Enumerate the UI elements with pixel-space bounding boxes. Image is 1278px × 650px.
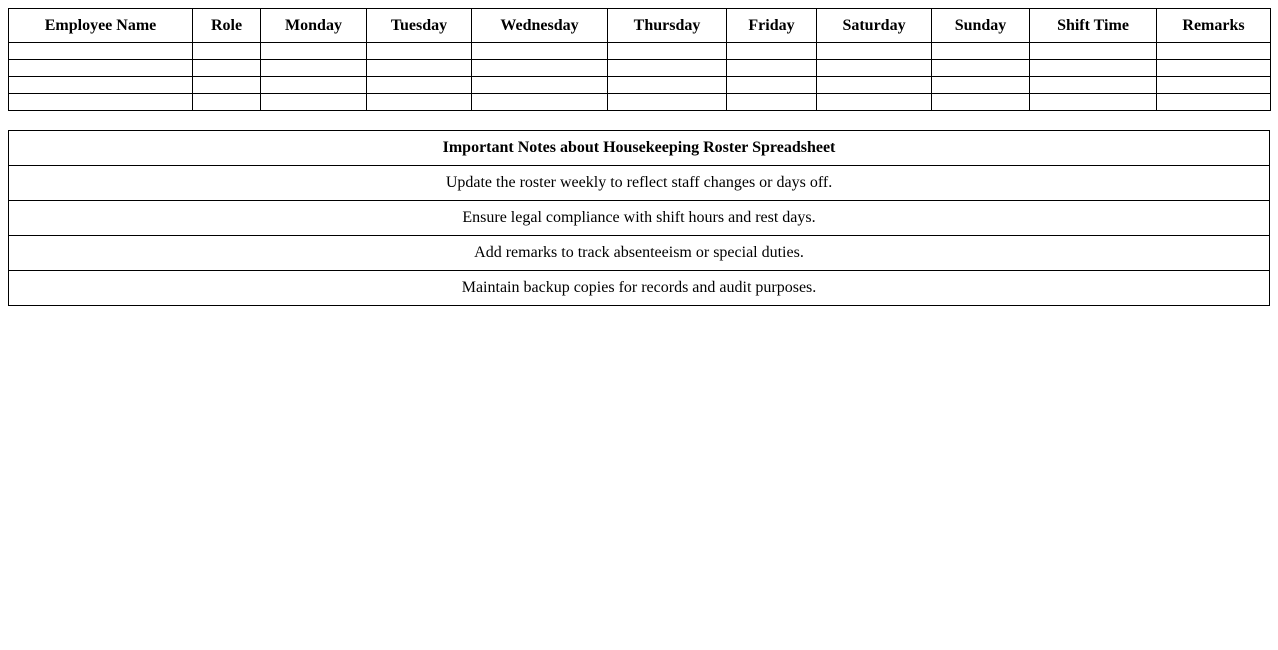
table-cell[interactable] xyxy=(9,43,193,60)
header-sunday: Sunday xyxy=(932,9,1030,43)
table-cell[interactable] xyxy=(367,43,472,60)
note-text: Add remarks to track absenteeism or special duties. xyxy=(9,236,1270,271)
table-cell[interactable] xyxy=(9,94,193,111)
table-cell[interactable] xyxy=(472,77,608,94)
list-item xyxy=(9,271,1270,306)
notes-title: Important Notes about Housekeeping Roster Spreadsheet xyxy=(9,131,1270,166)
table-row xyxy=(9,94,1271,111)
table-row xyxy=(9,77,1271,94)
note-text: Maintain backup copies for records and audit purposes. xyxy=(9,271,1270,306)
header-role: Role xyxy=(193,9,261,43)
table-cell[interactable] xyxy=(367,94,472,111)
table-cell[interactable] xyxy=(932,77,1030,94)
table-cell[interactable] xyxy=(727,43,817,60)
header-wednesday: Wednesday xyxy=(472,9,608,43)
header-friday: Friday xyxy=(727,9,817,43)
table-cell[interactable] xyxy=(932,43,1030,60)
table-cell[interactable] xyxy=(1030,60,1157,77)
table-cell[interactable] xyxy=(193,60,261,77)
table-cell[interactable] xyxy=(472,94,608,111)
header-employee-name: Employee Name xyxy=(9,9,193,43)
notes-title-row xyxy=(9,131,1270,166)
table-cell[interactable] xyxy=(1030,94,1157,111)
table-cell[interactable] xyxy=(727,94,817,111)
table-cell[interactable] xyxy=(817,77,932,94)
table-cell[interactable] xyxy=(608,77,727,94)
table-cell[interactable] xyxy=(1030,43,1157,60)
table-cell[interactable] xyxy=(261,77,367,94)
table-cell[interactable] xyxy=(1157,60,1271,77)
table-cell[interactable] xyxy=(9,60,193,77)
table-cell[interactable] xyxy=(1030,77,1157,94)
roster-table xyxy=(8,8,1271,111)
table-cell[interactable] xyxy=(817,94,932,111)
table-cell[interactable] xyxy=(932,94,1030,111)
table-cell[interactable] xyxy=(367,60,472,77)
header-saturday: Saturday xyxy=(817,9,932,43)
table-cell[interactable] xyxy=(472,43,608,60)
table-cell[interactable] xyxy=(472,60,608,77)
notes-table xyxy=(8,130,1270,306)
header-tuesday: Tuesday xyxy=(367,9,472,43)
table-cell[interactable] xyxy=(1157,77,1271,94)
table-cell[interactable] xyxy=(193,77,261,94)
table-cell[interactable] xyxy=(608,60,727,77)
table-cell[interactable] xyxy=(817,43,932,60)
table-row xyxy=(9,60,1271,77)
note-text: Ensure legal compliance with shift hours and rest days. xyxy=(9,201,1270,236)
roster-header-row xyxy=(9,9,1271,43)
table-cell[interactable] xyxy=(1157,43,1271,60)
table-cell[interactable] xyxy=(608,43,727,60)
table-cell[interactable] xyxy=(817,60,932,77)
table-cell[interactable] xyxy=(1157,94,1271,111)
table-cell[interactable] xyxy=(608,94,727,111)
header-shift-time: Shift Time xyxy=(1030,9,1157,43)
header-remarks: Remarks xyxy=(1157,9,1271,43)
table-cell[interactable] xyxy=(261,60,367,77)
note-text: Update the roster weekly to reflect staff changes or days off. xyxy=(9,166,1270,201)
table-cell[interactable] xyxy=(9,77,193,94)
table-cell[interactable] xyxy=(193,94,261,111)
table-cell[interactable] xyxy=(367,77,472,94)
list-item xyxy=(9,166,1270,201)
table-cell[interactable] xyxy=(727,60,817,77)
table-cell[interactable] xyxy=(727,77,817,94)
list-item xyxy=(9,201,1270,236)
table-row xyxy=(9,43,1271,60)
header-thursday: Thursday xyxy=(608,9,727,43)
table-cell[interactable] xyxy=(261,43,367,60)
table-cell[interactable] xyxy=(932,60,1030,77)
table-cell[interactable] xyxy=(261,94,367,111)
header-monday: Monday xyxy=(261,9,367,43)
list-item xyxy=(9,236,1270,271)
table-cell[interactable] xyxy=(193,43,261,60)
